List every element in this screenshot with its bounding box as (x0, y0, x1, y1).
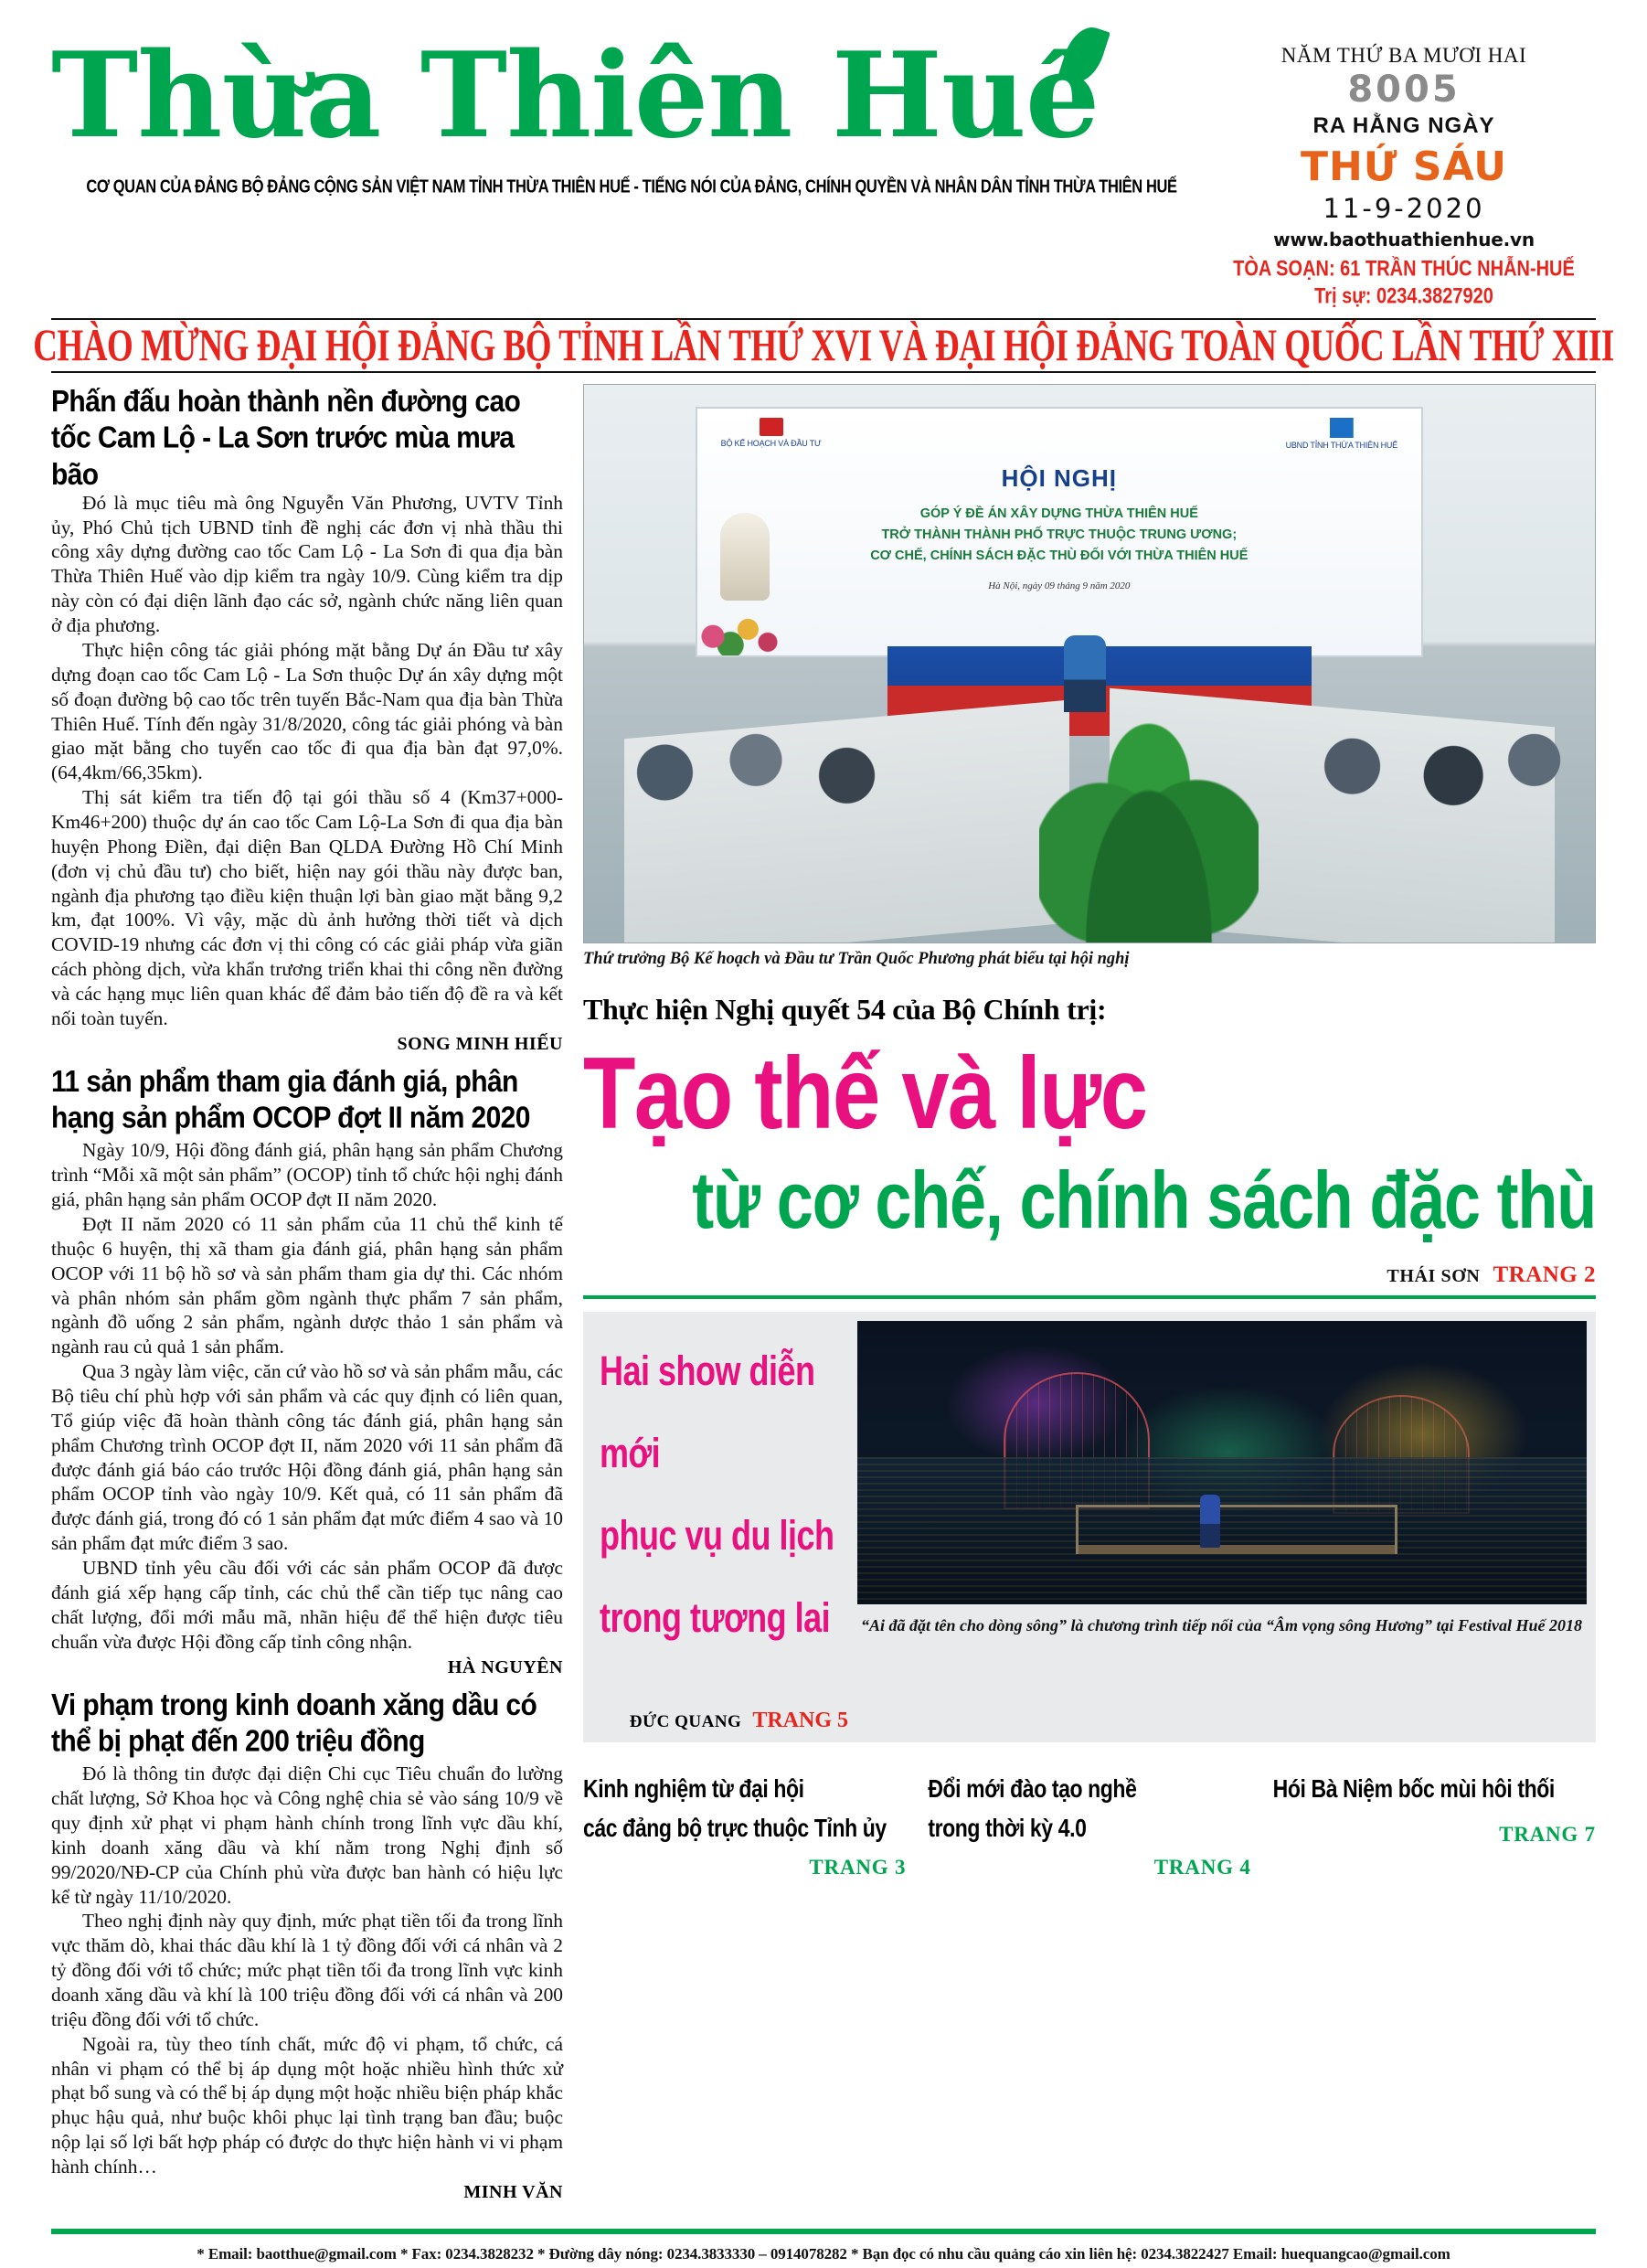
potted-plant (1039, 677, 1259, 942)
masthead (51, 0, 1596, 308)
footer-contact: * Email: baotthue@gmail.com * Fax: 0234.3828232 * Đường dây nóng: 0234.3833330 – 0914078282 * Bạn đọc có nhu cầu quảng cáo xin liên hệ: 0234.3822427 Email: huequangcao@gmail.com (197, 2244, 1450, 2263)
paragraph: Thị sát kiểm tra tiến độ tại gói thầu số 4 (Km37+000-Km46+200) thuộc dự án cao tốc Cam Lộ-La Sơn đi qua địa bàn huyện Phong Điền, đại diện Ban QLDA Đường Hồ Chí Minh (đơn vị chủ đầu tư) cho biết, hiện nay gói thầu này được ban, ngành địa phương tạo điều kiện thuận lợi bàn giao mặt bằng 9,2 km, đạt 100%. Vì vậy, mặc dù ảnh hưởng thời tiết và dịch COVID-19 nhưng các đơn vị thi công có các giải pháp vừa giãn cách phòng dịch, vừa khẩn trương triển khai thi công nền đường và các hạng mục liên quan khác để đảm bảo tiến độ đề ra và kết nối toàn tuyến. (51, 786, 563, 1029)
dock-railing (1076, 1505, 1397, 1554)
article-byline: HÀ NGUYÊN (447, 1656, 563, 1677)
photo-caption: Thứ trưởng Bộ Kế hoạch và Đầu tư Trần Quốc Phương phát biểu tại hội nghị (583, 949, 1130, 968)
feature-page-ref[interactable]: TRANG 2 (1493, 1262, 1596, 1288)
publication-date: 11-9-2020 (1323, 192, 1485, 224)
promo-line-2: phục vụ du lịch (600, 1512, 834, 1560)
feature-author: THÁI SƠN (1387, 1266, 1481, 1287)
main-content (51, 373, 1596, 2212)
promo-block[interactable] (583, 1312, 1596, 1742)
right-column (583, 384, 1596, 2212)
screen-title: HỘI NGHỊ (1001, 463, 1118, 492)
teaser-title[interactable] (583, 1770, 906, 1848)
promo-credit (600, 1709, 852, 1733)
conference-photo (583, 384, 1596, 943)
left-column (51, 384, 563, 2212)
projection-screen (696, 407, 1423, 658)
screen-subtitle (697, 504, 1421, 568)
issue-number: 8005 (1347, 69, 1461, 111)
promo-line-3: trong tương lai (600, 1594, 831, 1642)
logo-mark (1330, 418, 1354, 438)
feature-kicker: Thực hiện Nghị quyết 54 của Bộ Chính trị: (583, 992, 1107, 1026)
article-body (51, 491, 563, 1031)
promo-text-side (592, 1321, 857, 1733)
flower-arrangement (680, 608, 790, 655)
teaser-row (583, 1770, 1596, 1879)
paragraph: Qua 3 ngày làm việc, căn cứ vào hồ sơ và sản phẩm mẫu, các Bộ tiêu chí phù hợp với sản phẩm và các quy định có liên quan, Tổ giúp việc đã hoàn thành công tác đánh giá, phân hạng sản phẩm Chương trình OCOP đợt II, năm 2020 với 11 sản phẩm đã được đánh giá báo cáo trước Hội đồng đánh giá, phân hạng sản phẩm OCOP tỉnh vào ngày 10/9. Kết quả, có 11 sản phẩm đã được đánh giá, trong đó có 1 sản phẩm đạt mức điểm 4 sao và 10 sản phẩm đạt mức điểm 3 sao. (51, 1360, 563, 1555)
screen-line-2: TRỞ THÀNH THÀNH PHỐ TRỰC THUỘC TRUNG ƯƠNG; (881, 527, 1238, 543)
article-headline[interactable]: 11 sản phẩm tham gia đánh giá, phân hạng sản phẩm OCOP đợt II năm 2020 (51, 1064, 530, 1135)
paragraph: Ngày 10/9, Hội đồng đánh giá, phân hạng sản phẩm Chương trình “Mỗi xã một sản phẩm” (OCOP) tỉnh tổ chức hội nghị đánh giá, phân hạng sản phẩm OCOP đợt II năm 2020. (51, 1139, 563, 1211)
promo-headline[interactable] (600, 1330, 852, 1659)
feature-headline-pink[interactable]: Tạo thế và lực (583, 1036, 1147, 1149)
teaser-line-2: các đảng bộ trực thuộc Tỉnh ủy (583, 1813, 887, 1843)
paragraph: Thực hiện công tác giải phóng mặt bằng Dự án Đầu tư xây dựng đoạn cao tốc Cam Lộ - La Sơn thuộc Dự án xây dựng một số đoạn đường bộ cao tốc trên tuyến Bắc-Nam qua địa bàn Thừa Thiên Huế. Tính đến ngày 31/8/2020, công tác giải phóng và bàn giao mặt bằng cho tuyến cao tốc đi qua địa bàn đạt 97,0%. (64,4km/66,35km). (51, 638, 563, 784)
weekday-label: THỨ SÁU (1300, 144, 1508, 190)
office-phone: Trị sự: 0234.3827920 (1314, 283, 1493, 308)
teaser-line-1: Đổi mới đào tạo nghề (928, 1774, 1137, 1804)
promo-line-1: Hai show diễn mới (600, 1347, 815, 1477)
promo-caption: “Ai đã đặt tên cho dòng sông” là chương trình tiếp nối của “Âm vọng sông Hương” tại Festival Huế 2018 (861, 1616, 1582, 1635)
celebration-banner (33, 320, 1614, 371)
frequency-label: RA HẰNG NGÀY (1312, 113, 1495, 138)
publication-year-label: NĂM THỨ BA MƯƠI HAI (1280, 44, 1527, 67)
article-headline[interactable]: Phấn đấu hoàn thành nền đường cao tốc Cam Lộ - La Sơn trước mùa mưa bão (51, 384, 521, 491)
celebration-banner-text: CHÀO MỪNG ĐẠI HỘI ĐẢNG BỘ TỈNH LẦN THỨ XVI VÀ ĐẠI HỘI ĐẢNG TOÀN QUỐC LẦN THỨ XIII (33, 320, 1614, 371)
logo-mark (760, 418, 783, 436)
masthead-subtitle: CƠ QUAN CỦA ĐẢNG BỘ ĐẢNG CỘNG SẢN VIỆT NAM TỈNH THỪA THIÊN HUẾ - TIẾNG NÓI CỦA ĐẢNG, CHÍNH QUYỀN VÀ NHÂN DÂN TỈNH THỪA THIÊN HUẾ (86, 176, 1177, 197)
paragraph: Ngoài ra, tùy theo tính chất, mức độ vi phạm, tổ chức, cá nhân vi phạm có thể bị áp dụng một hoặc nhiều hình thức xử phạt bổ sung và có thể bị áp dụng một hoặc nhiều biện pháp khắc phục hậu quả, như buộc khôi phục lại tình trạng ban đầu; buộc nộp lại số lợi bất hợp pháp có được do thực hiện hành vi vi phạm hành chính… (51, 2032, 563, 2178)
teaser-page-ref[interactable]: TRANG 7 (1499, 1823, 1596, 1847)
river-show-photo (857, 1321, 1587, 1604)
feature-headline-green[interactable]: từ cơ chế, chính sách đặc thù (692, 1155, 1596, 1246)
office-address: TÒA SOẠN: 61 TRẦN THÚC NHẪN-HUẾ (1233, 256, 1575, 281)
feature-credit (583, 1262, 1596, 1288)
promo-author: ĐỨC QUANG (629, 1712, 742, 1732)
article-body (51, 1138, 563, 1654)
paragraph: Theo nghị định này quy định, mức phạt tiền tối đa trong lĩnh vực thăm dò, khai thác dầu khí là 1 tỷ đồng đối với cá nhân và 2 tỷ đồng đối với tổ chức; mức phạt tiền tối đa trong lĩnh vực kinh doanh xăng dầu và khí là 100 triệu đồng đối với cá nhân và 200 triệu đồng đối với tổ chức. (51, 1910, 563, 2030)
article-xang-dau[interactable] (51, 1688, 563, 2203)
logo-label: UBND TỈNH THỪA THIÊN HUẾ (1285, 440, 1397, 450)
screen-line-3: CƠ CHẾ, CHÍNH SÁCH ĐẶC THÙ ĐỐI VỚI THỪA THIÊN HUẾ (870, 548, 1249, 564)
ministry-logo-icon (721, 418, 822, 450)
article-body (51, 1762, 563, 2179)
article-cam-lo-la-son[interactable] (51, 384, 563, 1055)
article-ocop[interactable] (51, 1064, 563, 1678)
teaser-item-3[interactable] (1273, 1770, 1596, 1879)
teaser-page-ref[interactable]: TRANG 4 (1153, 1855, 1251, 1879)
article-byline: SONG MINH HIẾU (397, 1033, 563, 1054)
teaser-line-1: Hói Bà Niệm bốc mùi hôi thối (1272, 1774, 1555, 1804)
ho-chi-minh-bust (720, 513, 770, 601)
screen-date: Hà Nội, ngày 09 tháng 9 năm 2020 (988, 580, 1131, 591)
website-url[interactable]: www.baothuathienhue.vn (1273, 228, 1535, 250)
promo-photo-side (857, 1321, 1587, 1733)
divider-green (583, 1295, 1596, 1299)
teaser-page-ref[interactable]: TRANG 3 (809, 1855, 907, 1879)
newspaper-title: Thừa Thiên Huế (51, 27, 1100, 165)
paragraph: Đợt II năm 2020 có 11 sản phẩm của 11 chủ thể kinh tế thuộc 6 huyện, thị xã tham gia đánh giá, phân hạng sản phẩm OCOP với 11 bộ hồ sơ và sản phẩm tham gia dự thi. Các nhóm và phân nhóm sản phẩm gồm ngành thực phẩm 7 sản phẩm, ngành đồ uống 2 sản phẩm, ngành dược thảo 1 sản phẩm và ngành rau củ quả 1 sản phẩm. (51, 1213, 563, 1358)
teaser-title[interactable] (928, 1770, 1250, 1848)
masthead-left (51, 27, 1212, 197)
teaser-title[interactable] (1273, 1770, 1596, 1809)
teaser-line-2: trong thời kỳ 4.0 (928, 1813, 1087, 1843)
teaser-item-2[interactable] (928, 1770, 1250, 1879)
paragraph: Đó là mục tiêu mà ông Nguyễn Văn Phương, UVTV Tỉnh ủy, Phó Chủ tịch UBND tỉnh đề nghị các đơn vị nhà thầu thi công xây dựng đường cao tốc Cam Lộ - La Sơn đi qua địa bàn Thừa Thiên Huế vào dịp kiểm tra ngày 10/9. Cùng kiểm tra dịp này còn có đại diện lãnh đạo các sở, ngành chức năng liên quan ở địa phương. (51, 491, 563, 637)
performer-figure (1200, 1495, 1220, 1548)
article-headline[interactable]: Vi phạm trong kinh doanh xăng dầu có thể bị phạt đến 200 triệu đồng (51, 1688, 537, 1759)
teaser-line-1: Kinh nghiệm từ đại hội (583, 1774, 804, 1804)
logo-label: BỘ KẾ HOẠCH VÀ ĐẦU TƯ (720, 438, 822, 448)
province-logo-icon (1286, 418, 1397, 450)
teaser-item-1[interactable] (583, 1770, 906, 1879)
article-byline: MINH VĂN (463, 2181, 563, 2202)
paragraph: Đó là thông tin được đại diện Chi cục Tiêu chuẩn đo lường chất lượng, Sở Khoa học và Công nghệ chia sẻ vào sáng 10/9 về quy định xử phạt vi phạm hành chính trong lĩnh vực dầu khí, kinh doanh xăng dầu và khí nằm trong Nghị định số 99/2020/NĐ-CP của Chính phủ vừa được ban hành có hiệu lực kể từ ngày 11/10/2020. (51, 1762, 563, 1908)
promo-page-ref[interactable]: TRANG 5 (752, 1709, 848, 1733)
paragraph: UBND tỉnh yêu cầu đối với các sản phẩm OCOP đã được đánh giá xếp hạng cấp tỉnh, các chủ thể cần tiếp tục nâng cao chất lượng, đổi mới mẫu mã, nhãn hiệu để thể hiện được tiêu chuẩn vừa được Hội đồng cấp tỉnh công nhận. (51, 1557, 563, 1653)
masthead-info-panel (1212, 31, 1596, 308)
screen-logos (697, 409, 1421, 450)
screen-line-1: GÓP Ý ĐỀ ÁN XÂY DỰNG THỪA THIÊN HUẾ (919, 506, 1198, 521)
